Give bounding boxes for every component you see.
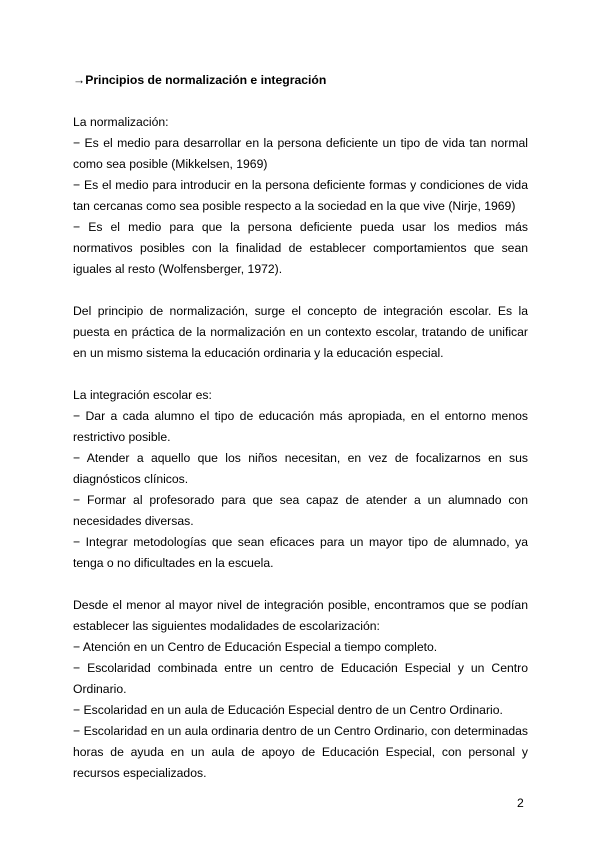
normalizacion-item: − Es el medio para introducir en la persona deficiente formas y condiciones de vida tan cercanas como sea posible respecto a la sociedad en la que vive (Nirje, 1969) xyxy=(73,178,528,213)
document-page xyxy=(73,70,528,784)
integracion-intro: La integración escolar es: xyxy=(73,388,212,402)
modalidades-item: − Escolaridad en un aula de Educación Especial dentro de un Centro Ordinario. xyxy=(73,703,503,717)
integracion-item: − Formar al profesorado para que sea capaz de atender a un alumnado con necesidades diversas. xyxy=(73,493,528,528)
integracion-block xyxy=(73,385,528,574)
principio-block xyxy=(73,301,528,364)
page-number: 2 xyxy=(517,796,524,810)
modalidades-item: − Escolaridad combinada entre un centro de Educación Especial y un Centro Ordinario. xyxy=(73,661,528,696)
arrow-icon: → xyxy=(73,73,86,87)
modalidades-block xyxy=(73,595,528,784)
principio-paragraph: Del principio de normalización, surge el concepto de integración escolar. Es la puesta en práctica de la normalización en un contexto escolar, tratando de unificar en un mismo sistema la educación ordinaria y la educación especial. xyxy=(73,304,528,360)
modalidades-item: − Atención en un Centro de Educación Especial a tiempo completo. xyxy=(73,640,438,654)
integracion-item: − Atender a aquello que los niños necesitan, en vez de focalizarnos en sus diagnósticos clínicos. xyxy=(73,451,528,486)
normalizacion-intro: La normalización: xyxy=(73,115,169,129)
modalidades-item: − Escolaridad en un aula ordinaria dentro de un Centro Ordinario, con determinadas horas de ayuda en un aula de apoyo de Educación Especial, con personal y recursos especializados. xyxy=(73,724,528,780)
modalidades-intro: Desde el menor al mayor nivel de integración posible, encontramos que se podían establecer las siguientes modalidades de escolarización: xyxy=(73,598,528,633)
normalizacion-block xyxy=(73,112,528,280)
section-heading xyxy=(73,70,528,91)
normalizacion-item: − Es el medio para desarrollar en la persona deficiente un tipo de vida tan normal como sea posible (Mikkelsen, 1969) xyxy=(73,136,528,171)
section-heading-text: Principios de normalización e integración xyxy=(85,73,327,87)
integracion-item: − Dar a cada alumno el tipo de educación más apropiada, en el entorno menos restrictivo posible. xyxy=(73,409,528,444)
normalizacion-item: − Es el medio para que la persona deficiente pueda usar los medios más normativos posibles con la finalidad de establecer comportamientos que sean iguales al resto (Wolfensberger, 1972). xyxy=(73,220,528,276)
integracion-item: − Integrar metodologías que sean eficaces para un mayor tipo de alumnado, ya tenga o no dificultades en la escuela. xyxy=(73,535,528,570)
